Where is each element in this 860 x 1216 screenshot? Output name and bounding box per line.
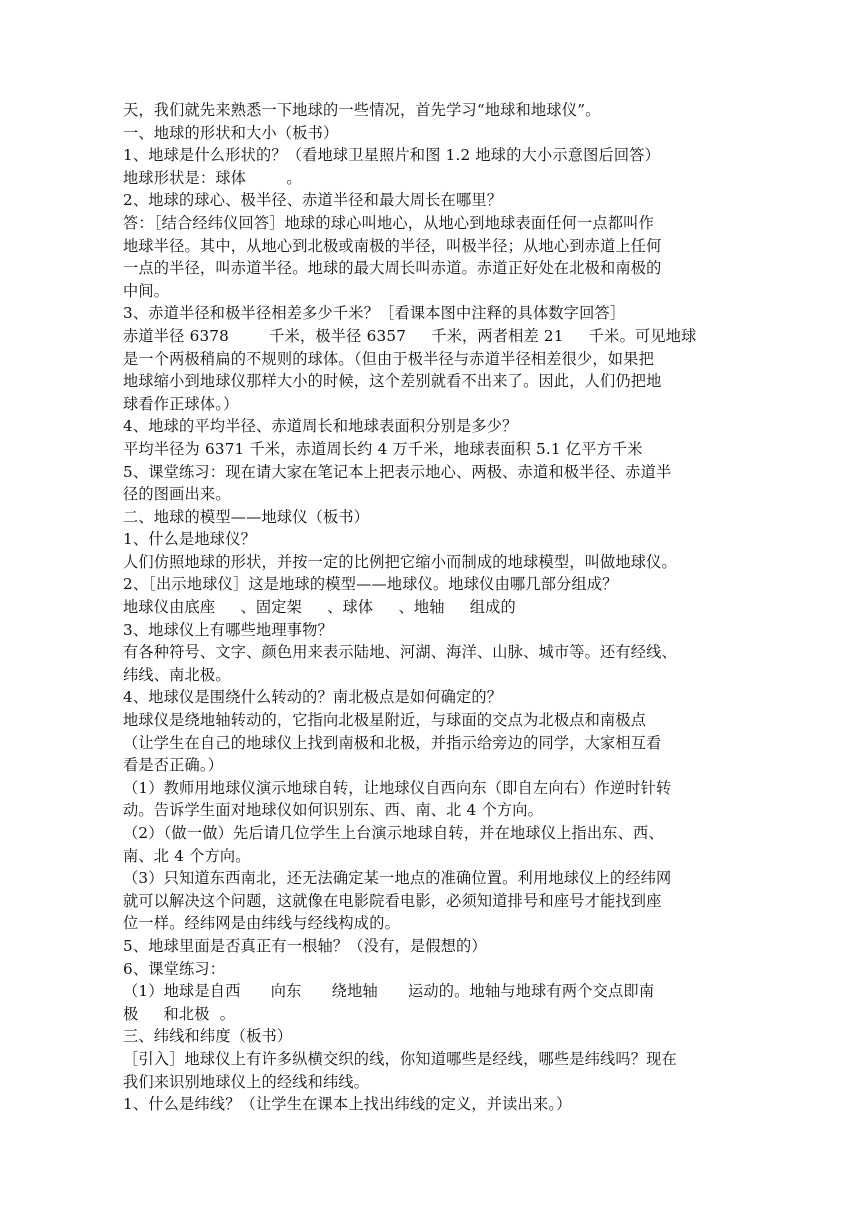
- text-line: 就可以解决这个问题，这就像在电影院看电影，必须知道排号和座号才能找到座: [123, 891, 662, 910]
- text-line: 动。告诉学生面对地球仪如何识别东、西、南、北 4 个方向。: [123, 801, 543, 820]
- text-line: 看是否正确。）: [123, 756, 224, 775]
- text-line: 1、什么是纬线？（让学生在课本上找出纬线的定义，并读出来。）: [123, 1095, 572, 1114]
- text-line: 中间。: [123, 281, 170, 300]
- text-line: ［引入］地球仪上有许多纵横交织的线，你知道哪些是经线，哪些是纬线吗？现在: [123, 1049, 677, 1068]
- text-line: 一点的半径，叫赤道半径。地球的最大周长叫赤道。赤道正好处在北极和南极的: [123, 259, 662, 278]
- text-line: 人们仿照地球的形状，并按一定的比例把它缩小而制成的地球模型，叫做地球仪。: [123, 552, 677, 571]
- section-heading: 三、纬线和纬度（板书）: [123, 1027, 293, 1046]
- document-page: [123, 99, 843, 1116]
- text-line: 南、北 4 个方向。: [123, 846, 251, 865]
- text-line: 1、地球是什么形状的？（看地球卫星照片和图 1.2 地球的大小示意图后回答）: [123, 146, 661, 165]
- text-line: 径的图画出来。: [123, 485, 231, 504]
- text-line: 球看作正球体。）: [123, 394, 239, 413]
- text-line: 地球仪由底座 、固定架 、球体 、地轴 组成的: [123, 598, 516, 617]
- text-line: 地球缩小到地球仪那样大小的时候，这个差别就看不出来了。因此，人们仍把地: [123, 372, 662, 391]
- text-line: 赤道半径 6378 千米，极半径 6357 千米，两者相差 21 千米。可见地球: [123, 326, 697, 345]
- text-line: 6、课堂练习：: [123, 959, 226, 978]
- text-line: 地球形状是：球体 。: [123, 168, 302, 187]
- text-line: 5、课堂练习：现在请大家在笔记本上把表示地心、两极、赤道和极半径、赤道半: [123, 462, 672, 481]
- text-line: 2、地球的球心、极半径、赤道半径和最大周长在哪里？: [123, 191, 503, 210]
- text-line: 答：［结合经纬仪回答］地球的球心叫地心，从地心到地球表面任何一点都叫作: [123, 213, 654, 232]
- section-heading: 一、地球的形状和大小（板书）: [123, 123, 339, 142]
- text-line: 有各种符号、文字、颜色用来表示陆地、河湖、海洋、山脉、城市等。还有经线、: [123, 643, 677, 662]
- text-line: （2）（做一做）先后请几位学生上台演示地球自转，并在地球仪上指出东、西、: [123, 824, 664, 842]
- text-line: （1）教师用地球仪演示地球自转，让地球仪自西向东（即自左向右）作逆时针转: [123, 778, 672, 797]
- text-line: （让学生在自己的地球仪上找到南极和北极，并指示给旁边的同学，大家相互看: [123, 733, 662, 752]
- text-line: 4、地球的平均半径、赤道周长和地球表面积分别是多少？: [123, 417, 518, 436]
- text-line: 位一样。经纬网是由纬线与经线构成的。: [123, 914, 400, 933]
- text-line: 极 和北极 。: [123, 1004, 236, 1023]
- text-line: 平均半径为 6371 千米，赤道周长约 4 万千米，地球表面积 5.1 亿平方千米: [123, 439, 643, 458]
- text-line: 3、赤道半径和极半径相差多少千米？［看课本图中注释的具体数字回答］: [123, 304, 626, 323]
- text-line: 我们来识别地球仪上的经线和纬线。: [123, 1072, 370, 1091]
- text-line: 3、地球仪上有哪些地理事物？: [123, 620, 333, 639]
- text-line: 4、地球仪是围绕什么转动的？南北极点是如何确定的？: [123, 688, 503, 707]
- text-line: （1）地球是自西 向东 绕地轴 运动的。地轴与地球有两个交点即南: [123, 982, 655, 1001]
- text-line: 天，我们就先来熟悉一下地球的一些情况，首先学习“地球和地球仪”。: [123, 101, 601, 119]
- text-line: 5、地球里面是否真正有一根轴？（没有，是假想的）: [123, 936, 487, 955]
- text-line: 地球半径。其中，从地心到北极或南极的半径，叫极半径；从地心到赤道上任何: [123, 236, 662, 255]
- text-line: （3）只知道东西南北，还无法确定某一地点的准确位置。利用地球仪上的经纬网: [123, 869, 672, 888]
- text-line: 1、什么是地球仪？: [123, 530, 256, 549]
- text-line: 地球仪是绕地轴转动的，它指向北极星附近，与球面的交点为北极点和南极点: [123, 711, 647, 730]
- text-line: 2、［出示地球仪］这是地球的模型——地球仪。地球仪由哪几部分组成？: [123, 575, 618, 594]
- text-line: 是一个两极稍扁的不规则的球体。（但由于极半径与赤道半径相差很少，如果把: [123, 349, 654, 368]
- text-line: 纬线、南北极。: [123, 665, 231, 684]
- section-heading: 二、地球的模型——地球仪（板书）: [123, 507, 370, 526]
